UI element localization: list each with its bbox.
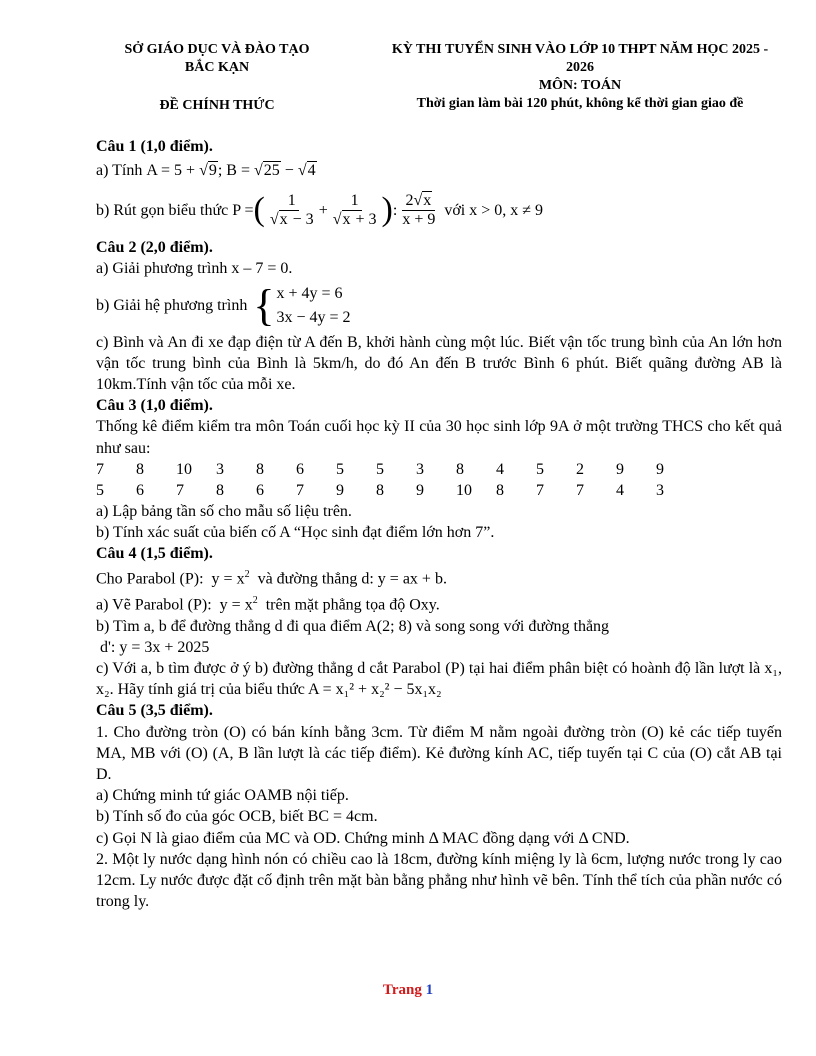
table-cell: 9 xyxy=(616,460,624,478)
q4-title: Câu 4 (1,5 điểm). xyxy=(96,545,213,563)
q1-b-p: P = xyxy=(232,201,254,219)
table-cell: 8 xyxy=(376,481,384,499)
sqrt-icon: √x xyxy=(269,210,288,228)
q5-part2: 2. Một ly nước dạng hình nón có chiều cao là 18cm, đường kính miệng ly là 6cm, lượng nước trong ly cao 12cm. Ly nước được đặt cố định trên mặt bàn bằng phẳng như hình vẽ bên. Tính thể tích của phần nước có trong ly. xyxy=(96,850,782,911)
table-cell: 7 xyxy=(96,460,104,478)
table-cell: 6 xyxy=(136,481,144,499)
q4-b: b) Tìm a, b để đường thẳng d đi qua điểm A(2; 8) và song song với đường thẳng d': y = 3x + 2025 xyxy=(96,617,610,656)
q5-b: b) Tính số đo của góc OCB, biết BC = 4cm. xyxy=(96,808,378,826)
q4-intro: Cho Parabol (P): $y = x^2$ và đường thẳng d: y = ax + b. xyxy=(96,569,447,588)
q1-title: Câu 1 (1,0 điểm). xyxy=(96,138,213,155)
table-cell: 3 xyxy=(656,481,664,499)
q2-b-prefix: b) Giải hệ phương trình xyxy=(96,297,248,314)
q1-b-prefix: b) Rút gọn biểu thức xyxy=(96,201,229,219)
q2-c: c) Bình và An đi xe đạp điện từ A đến B, khởi hành cùng một lúc. Biết vận tốc trung bình của An lớn hơn vận tốc trung bình của Bình là 5km/h, do đó An đến B trước Bình 6 phút. Biết quãng đường AB là 10km.Tính vận tốc của mỗi xe. xyxy=(96,333,782,394)
brace-icon: { xyxy=(253,280,275,330)
table-cell: 7 xyxy=(176,481,184,499)
q1-a-expr2: ; B = xyxy=(217,161,250,179)
table-cell: 8 xyxy=(256,460,264,478)
table-row xyxy=(96,459,696,480)
table-cell: 5 xyxy=(376,460,384,478)
q1-b xyxy=(96,183,782,237)
sqrt-icon: √25 xyxy=(254,161,280,179)
page-number: 1 xyxy=(425,982,434,998)
table-cell: 5 xyxy=(336,460,344,478)
table-row xyxy=(96,480,696,501)
table-cell: 6 xyxy=(296,460,304,478)
plus-sign: + xyxy=(318,201,328,219)
sqrt-icon: √x xyxy=(332,210,351,228)
table-cell: 9 xyxy=(656,460,664,478)
fraction-3: $\frac{2√x}{x + 9}$ xyxy=(402,191,436,228)
exam-title: KỲ THI TUYỂN SINH VÀO LỚP 10 THPT NĂM HỌC 2025 - xyxy=(391,42,769,57)
table-cell: 10 xyxy=(176,460,192,478)
fraction-2: $\frac{1}{√x + 3}$ xyxy=(332,191,377,228)
table-cell: 4 xyxy=(616,481,624,499)
q5-c: c) Gọi N là giao điểm của MC và OD. Chứng minh Δ MAC đồng dạng với Δ CND. xyxy=(96,829,630,847)
q2-b-eq1: x + 4y = 6 xyxy=(276,284,343,302)
exam-year: 2026 xyxy=(566,60,594,75)
table-cell: 5 xyxy=(536,460,544,478)
q2-b xyxy=(96,280,782,332)
q2-a: a) Giải phương trình x – 7 = 0. xyxy=(96,260,293,278)
table-cell: 6 xyxy=(256,481,264,499)
q1-b-condition: với x > 0, x ≠ 9 xyxy=(444,201,544,219)
sqrt-icon: √9 xyxy=(199,161,217,179)
table-cell: 7 xyxy=(576,481,584,499)
table-cell: 9 xyxy=(336,481,344,499)
paren-open-icon: ( xyxy=(253,191,265,229)
q1-a-prefix: a) Tính xyxy=(96,161,143,179)
q3-intro: Thống kê điểm kiểm tra môn Toán cuối học kỳ II của 30 học sinh lớp 9A ở một trường THCS cho kết quả như sau: xyxy=(96,418,782,457)
table-cell: 8 xyxy=(216,481,224,499)
fraction-1: $\frac{1}{√x - 3}$ xyxy=(269,191,314,228)
table-cell: 8 xyxy=(136,460,144,478)
minus-sign: − xyxy=(284,161,294,179)
q4-c: c) Với a, b tìm được ở ý b) đường thẳng d cắt Parabol (P) tại hai điểm phân biệt có hoành độ lần lượt là x₁, x₂. Hãy tính giá trị của biểu thức A = x₁² + x₂² − 5x₁x₂ xyxy=(96,659,782,699)
table-cell: 7 xyxy=(536,481,544,499)
q2-b-eq2: 3x − 4y = 2 xyxy=(276,308,351,326)
q4-a: a) Vẽ Parabol (P): $y = x^2$ trên mặt phẳng tọa độ Oxy. xyxy=(96,594,440,614)
sqrt-icon: √x xyxy=(413,191,432,209)
header-left xyxy=(96,41,338,77)
table-cell: 9 xyxy=(416,481,424,499)
q3-b: b) Tính xác suất của biến cố A “Học sinh đạt điểm lớn hơn 7”. xyxy=(96,524,495,542)
table-cell: 3 xyxy=(216,460,224,478)
footer-label: Trang xyxy=(382,982,422,998)
exam-content xyxy=(96,136,782,912)
score-table xyxy=(96,459,696,501)
q5-title: Câu 5 (3,5 điểm). xyxy=(96,702,213,720)
time-limit: Thời gian làm bài 120 phút, không kể thời gian giao đề xyxy=(416,96,744,111)
q1-a xyxy=(96,157,782,183)
sqrt-icon: √4 xyxy=(297,161,316,179)
official-label: ĐỀ CHÍNH THỨC xyxy=(159,98,275,113)
table-cell: 8 xyxy=(456,460,464,478)
equation-system xyxy=(253,282,350,330)
table-cell: 5 xyxy=(96,481,104,499)
q5-part1: 1. Cho đường tròn (O) có bán kính bằng 3cm. Từ điểm M nằm ngoài đường tròn (O) kẻ các tiếp tuyến MA, MB với (O) (A, B lần lượt là các tiếp điểm). Kẻ đường kính AC, tiếp tuyến tại C của (O) cắt AB tại D. xyxy=(96,723,782,783)
dept-name: SỞ GIÁO DỤC VÀ ĐÀO TẠO xyxy=(124,42,310,57)
province-name: BẮC KẠN xyxy=(184,60,250,75)
colon-sign: : xyxy=(392,201,398,219)
table-cell: 10 xyxy=(456,481,472,499)
table-cell: 8 xyxy=(496,481,504,499)
paren-close-icon: ) xyxy=(381,191,393,229)
q5-a: a) Chứng minh tứ giác OAMB nội tiếp. xyxy=(96,787,349,805)
subject: MÔN: TOÁN xyxy=(538,78,622,93)
table-cell: 7 xyxy=(296,481,304,499)
table-cell: 3 xyxy=(416,460,424,478)
table-cell: 2 xyxy=(576,460,584,478)
page-footer xyxy=(0,982,816,999)
q2-title: Câu 2 (2,0 điểm). xyxy=(96,239,213,257)
table-cell: 4 xyxy=(496,460,504,478)
q3-a: a) Lập bảng tần số cho mẫu số liệu trên. xyxy=(96,502,352,520)
q1-a-expr1: A = 5 + xyxy=(146,161,196,179)
q3-title: Câu 3 (1,0 điểm). xyxy=(96,397,213,415)
header-right xyxy=(360,41,800,113)
